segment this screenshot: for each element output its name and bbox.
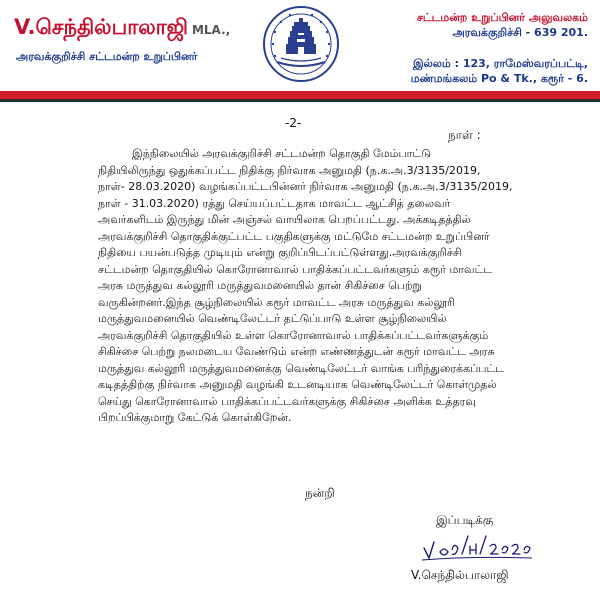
office-home: இல்லம் : 123, ராமேஸ்வரப்பட்டி, (412, 57, 588, 70)
paragraph-line: நிதியை பயன்படுத்த முடியும் என்று குறிப்பிடப்பட்டுள்ளது.அரவக்குறிச்சி (98, 246, 462, 259)
page-number: -2- (285, 116, 302, 130)
letterhead-name (14, 12, 230, 45)
date-label: நாள் : (448, 128, 481, 142)
paragraph-line: அரவக்குறிச்சி தொகுதியில் உள்ள கொரோனாவால் பாதிக்கப்பட்டவர்களுக்கும் (98, 328, 489, 342)
paragraph-line: நிதியிலிருந்து ஒதுக்கப்பட்ட நிதிக்கு நிர்வாக அனுமதி (ந.க.அ.3/3135/2019, (98, 163, 481, 177)
letter-paragraph (98, 146, 530, 427)
paragraph-line: இந்நிலையில் அரவக்குறிச்சி சட்டமன்ற தொகுதி மேம்பாட்டு (132, 147, 431, 160)
paragraph-line: மருத்துவ கல்லூரி மருத்துவமனைக்கு வெண்டிலேட்டர் வாங்க பரிந்துரைக்கப்பட்ட (98, 361, 504, 375)
letterhead-mla: MLA., (191, 23, 231, 37)
paragraph-line: கடிதத்திற்கு நிர்வாக அனுமதி வழங்கி உடனடியாக வெண்டிலேட்டர் கொள்முதல் (98, 378, 497, 391)
paragraph-line: அரவக்குறிச்சி தொகுதிக்குட்பட்ட பகுதிகளுக்கு மட்டுமே சட்டமன்ற உறுப்பினர் (98, 229, 490, 243)
office-town: மண்மங்கலம் Po & Tk., கரூர் - 6. (410, 72, 588, 85)
letterhead-rule-red (0, 91, 600, 99)
paragraph-line: அவர்களிடம் இருந்து மின் அஞ்சல் வாயிலாக பெறப்பட்டது. அக்கடிதத்தில் (98, 213, 471, 226)
office-place: அரவக்குறிச்சி - 639 201. (452, 26, 588, 39)
paragraph-line: செய்து கொரோனாவால் பாதிக்கப்பட்டவர்களுக்கு சிகிச்சை அளிக்க உத்தரவு (98, 394, 476, 408)
thanks-text: நன்றி (305, 486, 335, 500)
letterhead-rule-dark (0, 99, 600, 102)
signatory-name: V.செந்தில்பாலாஜி (411, 568, 509, 582)
letterhead-office-address (411, 10, 588, 86)
paragraph-line: அரசு மருத்துவ கல்லூரி மருத்துவமனையில் தான் சிகிச்சை பெற்று (98, 279, 422, 292)
paragraph-line: மருத்துவமனையில் வெண்டிலேட்டர் தட்டுப்பாடு உள்ள சூழ்நிலையில் (98, 312, 447, 325)
paragraph-line: சிகிச்சை பெற்று நலமடைய வேண்டும் என்ற எண்ணத்துடன் கரூர் மாவட்ட அரசு (98, 345, 495, 358)
letterhead-name-text: V.செந்தில்பாலாஜி (14, 15, 188, 39)
paragraph-line: நாள்- 28.03.2020) வழங்கப்பட்டபின்னர் நிர்வாக அனுமதி (ந.க.அ.3/3135/2019, (98, 180, 513, 193)
letterhead-role: அரவக்குறிச்சி சட்டமன்ற உறுப்பினர் (16, 50, 198, 63)
paragraph-line: நாள் - 31.03.2020) ரத்து செய்யப்பட்டதாக மாவட்ட ஆட்சித் தலைவர் (98, 196, 451, 210)
legislative-assembly-emblem-icon (259, 4, 343, 84)
office-title: சட்டமன்ற உறுப்பினர் அலுவலகம் (416, 11, 588, 24)
paragraph-line: பிறப்பிக்குமாறு கேட்டுக் கொள்கிறேன். (98, 411, 292, 424)
paragraph-line: வருகின்றனர்.இந்த சூழ்நிலையில் கரூர் மாவட்ட அரசு மருத்துவ கல்லூரி (98, 295, 455, 309)
paragraph-line: சட்டமன்ற தொகுதியில் கொரோனாவால் பாதிக்கப்பட்டவர்களும் கரூர் மாவட்ட (98, 262, 493, 276)
handwritten-signature (420, 528, 540, 564)
closing-text: இப்படிக்கு (436, 513, 494, 527)
